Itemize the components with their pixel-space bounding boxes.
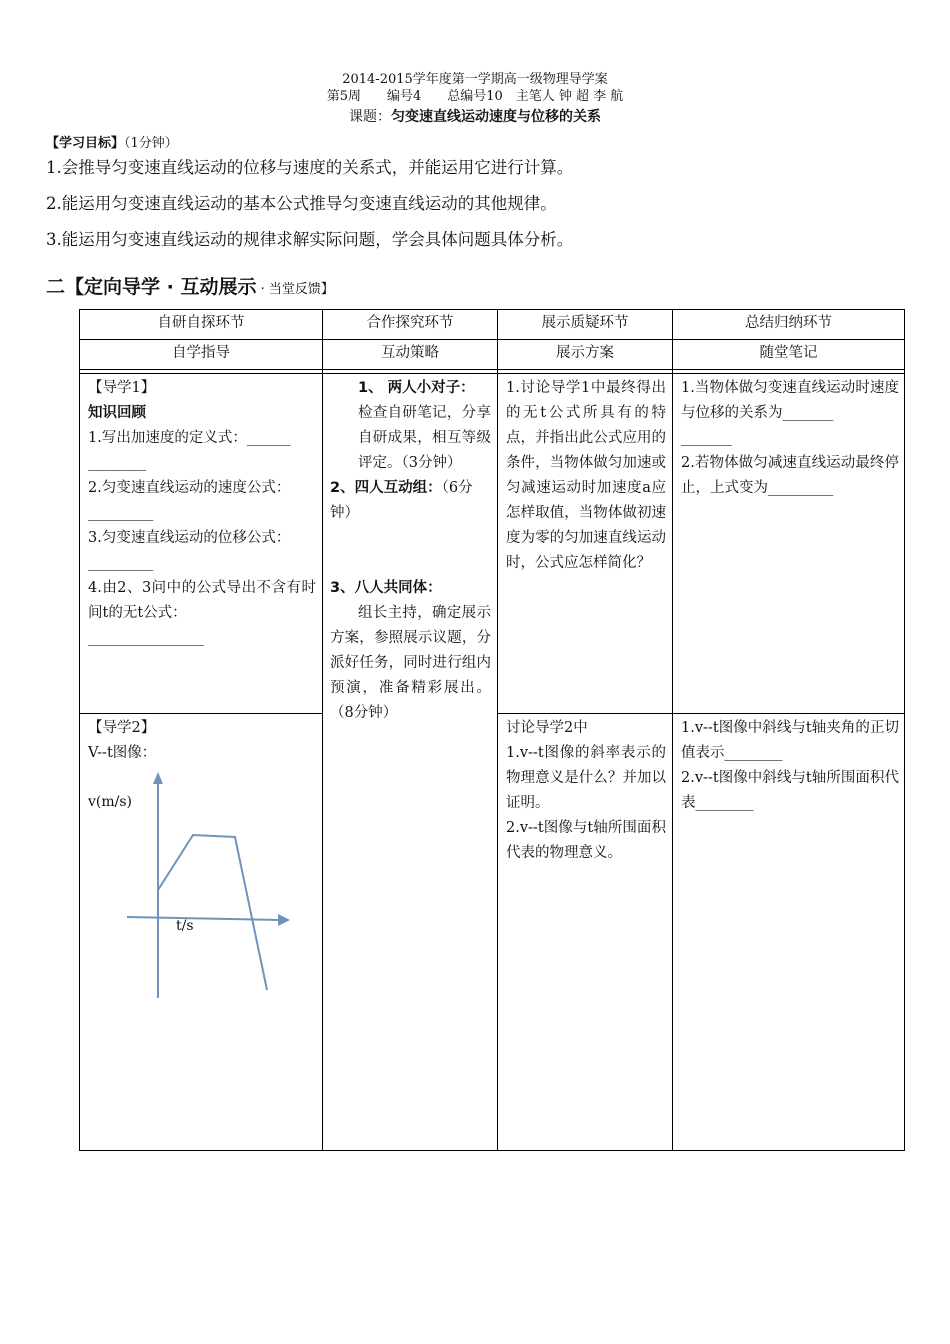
guide1-q3: 3.匀变速直线运动的位移公式： bbox=[88, 530, 291, 546]
guide2-title: 【导学2】 bbox=[88, 720, 156, 736]
table-border-left bbox=[79, 309, 80, 1151]
table-row-divider-show1 bbox=[497, 713, 905, 714]
table-subheader-col4: 随堂笔记 bbox=[759, 345, 818, 361]
header-line2: 第5周 编号4 总编号10 主笔人 钟 超 李 航 bbox=[326, 89, 624, 104]
table-header-col3: 展示质疑环节 bbox=[541, 315, 629, 331]
table-subheader-col1: 自学指导 bbox=[172, 345, 230, 361]
show-plan-1: 1.讨论导学1中最终得出的无t公式所具有的特点，并指出此公式应用的条件，当物体做匀加速或匀减速运动时加速度a应怎样取值，当物体做初速度为零的匀加速直线运动时，公式应怎样简化？ bbox=[506, 380, 666, 571]
strategy-pairs-text: 检查自研笔记，分享自研成果，相互等级评定。（3分钟） bbox=[358, 405, 491, 471]
table-row-divider-guide1 bbox=[79, 713, 323, 714]
table-col-divider-3 bbox=[672, 309, 673, 1151]
guide1-q2: 2.匀变速直线运动的速度公式： bbox=[88, 480, 291, 496]
show-plan-2-title: 讨论导学2中 bbox=[506, 720, 588, 736]
table-subheader-col2: 互动策略 bbox=[381, 345, 439, 361]
table-subheader-col3: 展示方案 bbox=[556, 345, 614, 361]
strategy-spacer bbox=[330, 526, 491, 576]
objective-item-1: 1.会推导匀变速直线运动的位移与速度的关系式，并能运用它进行计算。 bbox=[46, 158, 574, 177]
table-border-right bbox=[904, 309, 905, 1151]
vt-graph-x-label: t/s bbox=[176, 918, 194, 934]
strategy-group8-title: 3、八人共同体： bbox=[330, 580, 442, 596]
topic-title bbox=[0, 106, 950, 126]
strategy-cell bbox=[330, 376, 491, 726]
notes-1-item-2: 2.若物体做匀减速直线运动最终停止，上式变为_________ bbox=[681, 455, 899, 496]
table-header-col4: 总结归纳环节 bbox=[745, 315, 832, 331]
vt-graph-x-axis bbox=[127, 917, 280, 920]
guide1-q2-blank: _________ bbox=[88, 505, 154, 521]
table-row-divider-3 bbox=[79, 373, 905, 374]
notes-1-cell bbox=[681, 376, 899, 501]
guide1-subtitle: 知识回顾 bbox=[88, 405, 146, 421]
vt-graph-curve bbox=[158, 835, 267, 990]
guide1-title: 【导学1】 bbox=[88, 380, 156, 396]
show-plan-2-q2: 2.v--t图像与t轴所围面积代表的物理意义。 bbox=[506, 820, 666, 861]
guide1-cell bbox=[88, 376, 316, 651]
table-col-divider-1 bbox=[322, 309, 323, 1151]
guide1-q4: 4.由2、3问中的公式导出不含有时间t的无t公式： bbox=[88, 580, 316, 621]
strategy-pairs-title: 1、 两人小对子： bbox=[358, 380, 475, 396]
guide1-q4-blank: ________________ bbox=[88, 630, 204, 646]
strategy-group4-time: （6分钟） bbox=[330, 480, 473, 521]
show-plan-2-q1: 1.v--t图像的斜率表示的物理意义是什么？并加以证明。 bbox=[506, 745, 666, 811]
vt-graph-x-arrow bbox=[278, 914, 290, 926]
table-header-col1: 自研自探环节 bbox=[157, 315, 245, 331]
strategy-group8-text: 组长主持，确定展示方案，参照展示议题，分派好任务，同时进行组内预演，准备精彩展出。（8分钟） bbox=[330, 605, 491, 721]
objectives-heading bbox=[46, 132, 178, 151]
objective-item-3: 3.能运用匀变速直线运动的规律求解实际问题，学会具体问题具体分析。 bbox=[46, 230, 574, 249]
guide1-q3-blank: _________ bbox=[88, 555, 154, 571]
objectives-title: 【学习目标】 bbox=[46, 136, 125, 151]
notes-1-item-1-blank: _______ bbox=[681, 430, 732, 446]
section-title-main: 二【定向导学 · 互动展示 bbox=[46, 276, 257, 298]
table-header-col2: 合作探究环节 bbox=[366, 315, 454, 331]
notes-2-item-1: 1.v--t图像中斜线与t轴夹角的正切值表示________ bbox=[681, 720, 899, 761]
vt-graph-y-label: v(m/s) bbox=[88, 794, 133, 810]
objective-item-2: 2.能运用匀变速直线运动的基本公式推导匀变速直线运动的其他规律。 bbox=[46, 194, 557, 213]
guide2-cell bbox=[88, 716, 316, 766]
notes-2-item-2: 2.v--t图像中斜线与t轴所围面积代表________ bbox=[681, 770, 899, 811]
section-title-tail: · 当堂反馈】 bbox=[256, 282, 334, 297]
section-title bbox=[46, 272, 334, 299]
topic-prefix: 课题： bbox=[349, 109, 391, 125]
table-border-top bbox=[79, 309, 905, 310]
objectives-duration: （1分钟） bbox=[124, 136, 178, 151]
header-line1: 2014-2015学年度第一学期高一级物理导学案 bbox=[342, 72, 608, 87]
table-border-bottom bbox=[79, 1150, 905, 1151]
notes-1-item-1: 1.当物体做匀变速直线运动时速度与位移的关系为_______ bbox=[681, 380, 899, 421]
guide2-subtitle: V--t图像： bbox=[88, 745, 157, 761]
table-col-divider-2 bbox=[497, 309, 498, 1151]
topic-text: 匀变速直线运动速度与位移的关系 bbox=[391, 109, 601, 125]
guide1-q1-blank: ________ bbox=[88, 455, 146, 471]
show-plan-2-cell bbox=[506, 716, 666, 866]
guide1-q1: 1.写出加速度的定义式：______ bbox=[88, 430, 291, 446]
strategy-group4 bbox=[330, 476, 491, 526]
notes-2-cell bbox=[681, 716, 899, 816]
vt-graph-y-arrow bbox=[153, 772, 163, 784]
table-row-divider-2 bbox=[79, 369, 905, 370]
table-row-divider-1 bbox=[79, 339, 905, 340]
strategy-group4-title: 2、四人互动组： bbox=[330, 480, 442, 496]
